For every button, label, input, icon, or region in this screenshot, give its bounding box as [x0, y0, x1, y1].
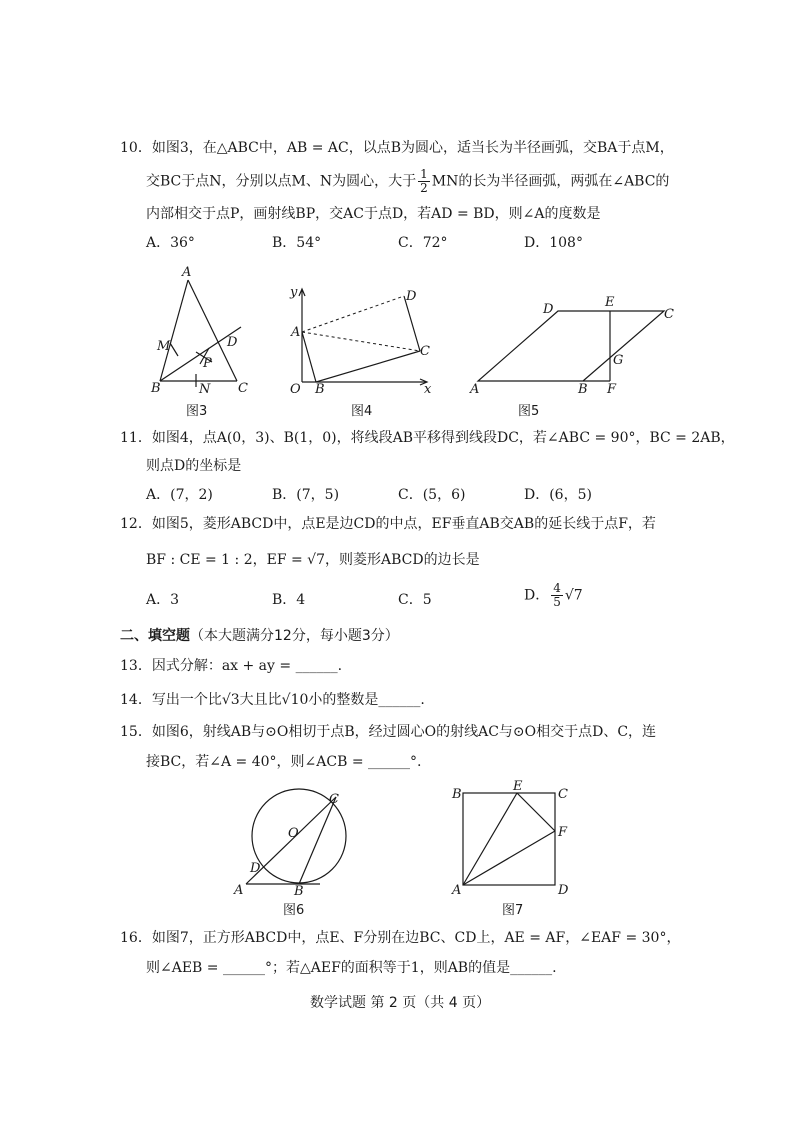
fig3-label-p: P — [203, 356, 212, 371]
q11-line1: 11．如图4，点A(0，3)、B(1，0)，将线段AB平移得到线段DC，若∠ABC = 90°，BC = 2AB， — [120, 430, 735, 446]
fig3-label-c: C — [238, 381, 248, 396]
fig4-label-b: B — [315, 382, 325, 397]
q11-option-c[interactable]: C．(5，6) — [398, 487, 466, 503]
q10-frac-num: 1 — [420, 167, 428, 181]
q12-option-d-radical: √7 — [564, 587, 583, 604]
q11-option-d[interactable]: D．(6，5) — [524, 487, 592, 503]
q12-line1: 12．如图5，菱形ABCD中，点E是边CD的中点，EF垂直AB交AB的延长线于点F，若 — [120, 516, 656, 532]
fig4-label-d: D — [406, 289, 417, 304]
q10-line1: 10．如图3，在△ABC中，AB = AC，以点B为圆心，适当长为半径画弧，交BA于点M， — [120, 140, 674, 156]
q10-option-d[interactable]: D．108° — [524, 235, 583, 251]
fig5-label-c: C — [664, 307, 674, 322]
q10-option-b[interactable]: B．54° — [272, 235, 322, 251]
fig6-label-o: O — [288, 826, 299, 841]
fig7-segment-ef — [517, 793, 555, 831]
fig7-caption: 图7 — [502, 903, 524, 918]
q14-text: 14．写出一个比√3大且比√10小的整数是______. — [120, 692, 425, 708]
fig7-label-f: F — [558, 825, 568, 840]
q12-option-a[interactable]: A．3 — [146, 592, 180, 608]
q12-option-d-den: 5 — [553, 595, 561, 609]
fig6-label-d: D — [250, 861, 261, 876]
q13-text: 13．因式分解：ax + ay = ______. — [120, 658, 343, 674]
q10-line2-start: 交BC于点N，分别以点M、N为圆心，大于 — [146, 173, 417, 190]
fig5-label-b: B — [578, 382, 588, 397]
q10-option-c[interactable]: C．72° — [398, 235, 448, 251]
q10-line2-end: MN的长为半径画弧，两弧在∠ABC的 — [431, 173, 670, 190]
fig7-label-a: A — [452, 883, 462, 898]
fig4-label-c: C — [420, 344, 430, 359]
q15-line2: 接BC，若∠A = 40°，则∠ACB = ______°. — [146, 754, 422, 770]
fig6-label-c: C — [329, 792, 339, 807]
q12-option-d-prefix: D． — [524, 587, 550, 604]
fig3-label-a: A — [182, 265, 192, 280]
q16-line2: 则∠AEB = ______°；若△AEF的面积等于1，则AB的值是______. — [146, 960, 557, 976]
fig6-label-a: A — [234, 883, 244, 898]
fig6-label-b: B — [294, 884, 304, 899]
section-2-title: 二、填空题 — [120, 628, 190, 644]
fig7-label-b: B — [452, 787, 462, 802]
fig5-label-g: G — [613, 353, 624, 368]
fig7-segment-ae — [463, 793, 517, 885]
q12-option-d-num: 4 — [553, 581, 561, 595]
q11-option-b[interactable]: B．(7，5) — [272, 487, 340, 503]
fig4-label-x: x — [424, 382, 432, 397]
fig6-caption: 图6 — [283, 903, 305, 918]
fig5-label-d: D — [543, 302, 554, 317]
fig4-label-a: A — [291, 325, 301, 340]
fig7-label-e: E — [513, 779, 523, 794]
q12-option-b[interactable]: B．4 — [272, 592, 306, 608]
fig4-label-y: y — [290, 285, 298, 300]
fig7-label-c: C — [558, 787, 568, 802]
fig7-label-d: D — [558, 883, 569, 898]
fig7-segment-af — [463, 831, 555, 885]
fig3-label-b: B — [151, 381, 161, 396]
q12-line2: BF : CE = 1 : 2，EF = √7，则菱形ABCD的边长是 — [146, 552, 480, 568]
q11-line2: 则点D的坐标是 — [146, 458, 242, 474]
q12-option-c[interactable]: C．5 — [398, 592, 432, 608]
section-2-note: （本大题满分12分，每小题3分） — [190, 628, 399, 644]
page-footer: 数学试题 第 2 页（共 4 页） — [310, 995, 491, 1011]
fig5-label-a: A — [470, 382, 480, 397]
fig4-caption: 图4 — [351, 404, 373, 419]
q11-option-a[interactable]: A．(7，2) — [146, 487, 213, 503]
fig5-label-f: F — [607, 382, 617, 397]
fig5-caption: 图5 — [518, 404, 540, 419]
fig3-label-m: M — [157, 339, 171, 354]
q10-line3: 内部相交于点P，画射线BP，交AC于点D，若AD = BD，则∠A的度数是 — [146, 206, 601, 222]
q10-option-a[interactable]: A．36° — [146, 235, 195, 251]
q10-frac-den: 2 — [420, 181, 428, 195]
fig3-label-d: D — [227, 335, 238, 350]
fig3-label-n: N — [199, 382, 211, 397]
q15-line1: 15．如图6，射线AB与⊙O相切于点B，经过圆心O的射线AC与⊙O相交于点D、C，连 — [120, 724, 657, 740]
q16-line1: 16．如图7，正方形ABCD中，点E、F分别在边BC、CD上，AE = AF，∠EAF = 30°， — [120, 930, 681, 946]
fig3-caption: 图3 — [186, 404, 208, 419]
fig4-label-o: O — [290, 382, 301, 397]
fig5-label-e: E — [605, 295, 615, 310]
